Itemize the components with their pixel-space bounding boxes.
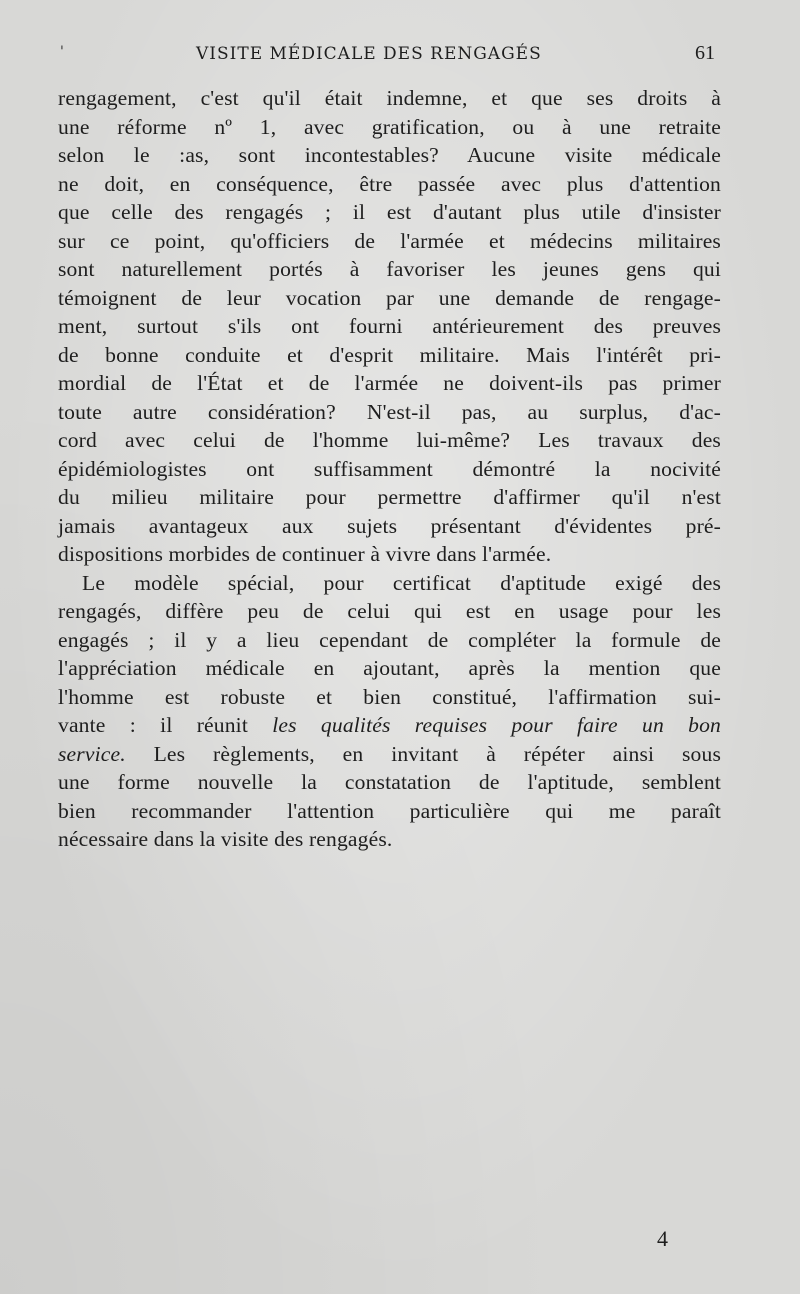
- margin-tick-mark: ': [60, 44, 64, 60]
- page-number: 61: [695, 42, 715, 64]
- text-line: engagés ; il y a lieu cependant de compléter la formule de: [58, 627, 721, 652]
- text-line: de bonne conduite et d'esprit militaire. Mais l'intérêt pri-: [58, 342, 721, 367]
- signature-mark: 4: [657, 1226, 668, 1251]
- text-line: que celle des rengagés ; il est d'autant plus utile d'insister: [58, 200, 721, 224]
- text-line: rengagement, c'est qu'il était indemne, et que ses droits à: [58, 86, 721, 110]
- text-line: l'appréciation médicale en ajoutant, après la mention que: [58, 656, 721, 680]
- text-line: toute autre considération? N'est-il pas, au surplus, d'ac-: [58, 399, 721, 424]
- text-line: ment, surtout s'ils ont fourni antérieurement des preuves: [58, 314, 721, 338]
- text-line: dispositions morbides de continuer à vivre dans l'armée.: [58, 542, 552, 566]
- roman-text: Les règlements, en invitant à répéter ainsi sous: [125, 741, 721, 766]
- text-line-mixed: [58, 740, 721, 769]
- text-line: ne doit, en conséquence, être passée avec plus d'attention: [58, 171, 721, 196]
- roman-text: vante : il réunit: [58, 713, 273, 737]
- text-line: jamais avantageux aux sujets présentant d'évidentes pré-: [58, 513, 721, 538]
- body-text: [58, 84, 721, 854]
- text-line: sont naturellement portés à favoriser les jeunes gens qui: [58, 257, 721, 281]
- text-line: Le modèle spécial, pour certificat d'aptitude exigé des: [82, 570, 721, 595]
- text-line-mixed: [58, 711, 721, 740]
- text-line: du milieu militaire pour permettre d'affirmer qu'il n'est: [58, 485, 721, 509]
- italic-text: les qualités requises pour faire un bon: [272, 713, 721, 737]
- paragraph-1: [58, 84, 721, 569]
- text-line: nécessaire dans la visite des rengagés.: [58, 827, 393, 851]
- running-head: [60, 44, 715, 72]
- text-line: cord avec celui de l'homme lui-même? Les travaux des: [58, 428, 721, 452]
- italic-text: service.: [58, 741, 126, 766]
- running-title: VISITE MÉDICALE DES RENGAGÉS: [196, 44, 542, 64]
- text-line: témoignent de leur vocation par une demande de rengage-: [58, 285, 721, 310]
- text-line: une forme nouvelle la constatation de l'aptitude, semblent: [58, 770, 721, 794]
- text-line: mordial de l'État et de l'armée ne doivent-ils pas primer: [58, 371, 721, 395]
- text-line: l'homme est robuste et bien constitué, l'affirmation sui-: [58, 684, 721, 709]
- text-line: bien recommander l'attention particulière qui me paraît: [58, 798, 721, 823]
- text-line: selon le :as, sont incontestables? Aucune visite médicale: [58, 143, 721, 167]
- text-line: sur ce point, qu'officiers de l'armée et médecins militaires: [58, 228, 721, 253]
- text-line: rengagés, diffère peu de celui qui est en usage pour les: [58, 599, 721, 623]
- paragraph-2: [58, 569, 721, 854]
- text-line: épidémiologistes ont suffisamment démontré la nocivité: [58, 456, 721, 481]
- text-line: une réforme nº 1, avec gratification, ou à une retraite: [58, 114, 721, 139]
